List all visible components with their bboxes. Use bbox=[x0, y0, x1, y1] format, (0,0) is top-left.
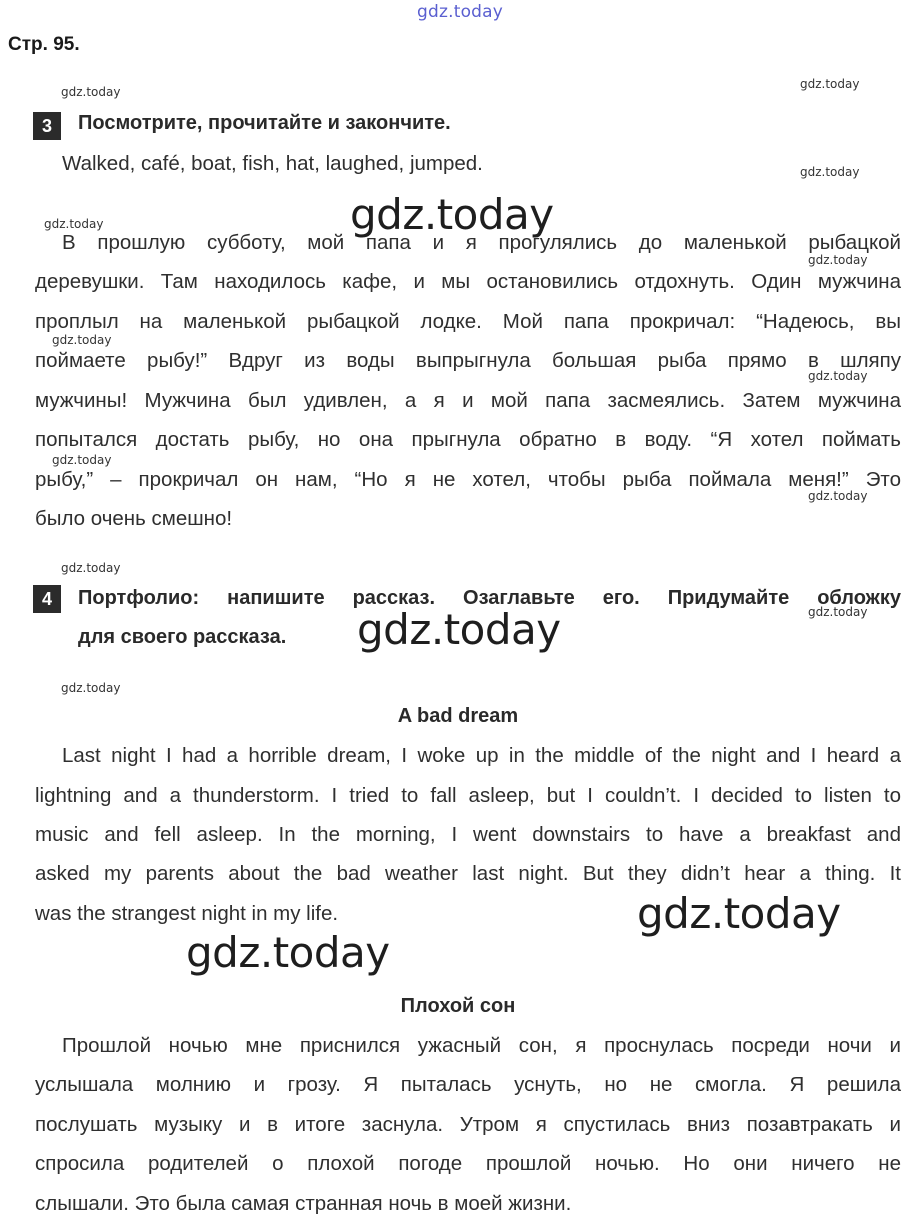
text-line: мужчины! Мужчина был удивлен, а я и мой папа засмеялись. Затем мужчина bbox=[35, 389, 901, 412]
watermark-small: gdz.today bbox=[52, 453, 112, 467]
watermark-top: gdz.today bbox=[417, 2, 504, 22]
text-line: asked my parents about the bad weather last night. But they didn’t hear a thing. It bbox=[35, 862, 901, 885]
watermark-small: gdz.today bbox=[800, 77, 860, 91]
text-line: was the strangest night in my life. bbox=[35, 902, 339, 925]
exercise-3-words: Walked, café, boat, fish, hat, laughed, jumped. bbox=[62, 152, 483, 175]
watermark-large: gdz.today bbox=[637, 889, 841, 938]
watermark-small: gdz.today bbox=[808, 253, 868, 267]
text-line: В прошлую субботу, мой папа и я прогулялись до маленькой рыбацкой bbox=[62, 231, 901, 254]
text-line: услышала молнию и грозу. Я пыталась уснуть, но не смогла. Я решила bbox=[35, 1073, 901, 1096]
text-line: Last night I had a horrible dream, I woke up in the middle of the night and I heard a bbox=[62, 744, 901, 767]
watermark-small: gdz.today bbox=[808, 489, 868, 503]
exercise-4-task-line1: Портфолио: напишите рассказ. Озаглавьте его. Придумайте обложку bbox=[78, 587, 901, 609]
watermark-small: gdz.today bbox=[800, 165, 860, 179]
text-line: деревушки. Там находилось кафе, и мы остановились отдохнуть. Один мужчина bbox=[35, 270, 901, 293]
story-en-title: A bad dream bbox=[397, 705, 519, 727]
watermark-large: gdz.today bbox=[186, 928, 390, 977]
text-line: music and fell asleep. In the morning, I went downstairs to have a breakfast and bbox=[35, 823, 901, 846]
exercise-3-task: Посмотрите, прочитайте и закончите. bbox=[78, 112, 451, 134]
exercise-4-task-line2: для своего рассказа. bbox=[78, 626, 287, 648]
watermark-small: gdz.today bbox=[61, 85, 121, 99]
text-line: послушать музыку и в итоге заснула. Утром я спустилась вниз позавтракать и bbox=[35, 1113, 901, 1136]
exercise-3-badge: 3 bbox=[33, 112, 61, 140]
page-label: Стр. 95. bbox=[8, 34, 80, 55]
watermark-small: gdz.today bbox=[61, 681, 121, 695]
text-line: поймаете рыбу!” Вдруг из воды выпрыгнула большая рыба прямо в шляпу bbox=[35, 349, 901, 372]
watermark-small: gdz.today bbox=[808, 369, 868, 383]
watermark-small: gdz.today bbox=[61, 561, 121, 575]
text-line: слышали. Это была самая странная ночь в моей жизни. bbox=[35, 1192, 572, 1215]
text-line: Прошлой ночью мне приснился ужасный сон, я проснулась посреди ночи и bbox=[62, 1034, 901, 1057]
story-ru-title: Плохой сон bbox=[400, 995, 516, 1017]
text-line: рыбу,” – прокричал он нам, “Но я не хотел, чтобы рыба поймала меня!” Это bbox=[35, 468, 901, 491]
text-line: попытался достать рыбу, но она прыгнула обратно в воду. “Я хотел поймать bbox=[35, 428, 901, 451]
text-line: lightning and a thunderstorm. I tried to fall asleep, but I couldn’t. I decided to listen to bbox=[35, 784, 901, 807]
exercise-4-badge: 4 bbox=[33, 585, 61, 613]
text-line: проплыл на маленькой рыбацкой лодке. Мой папа прокричал: “Надеюсь, вы bbox=[35, 310, 901, 333]
watermark-small: gdz.today bbox=[808, 605, 868, 619]
watermark-large: gdz.today bbox=[350, 190, 554, 239]
text-line: было очень смешно! bbox=[35, 507, 233, 530]
watermark-small: gdz.today bbox=[44, 217, 104, 231]
watermark-large: gdz.today bbox=[357, 605, 561, 654]
watermark-small: gdz.today bbox=[52, 333, 112, 347]
text-line: спросила родителей о плохой погоде прошлой ночью. Но они ничего не bbox=[35, 1152, 901, 1175]
